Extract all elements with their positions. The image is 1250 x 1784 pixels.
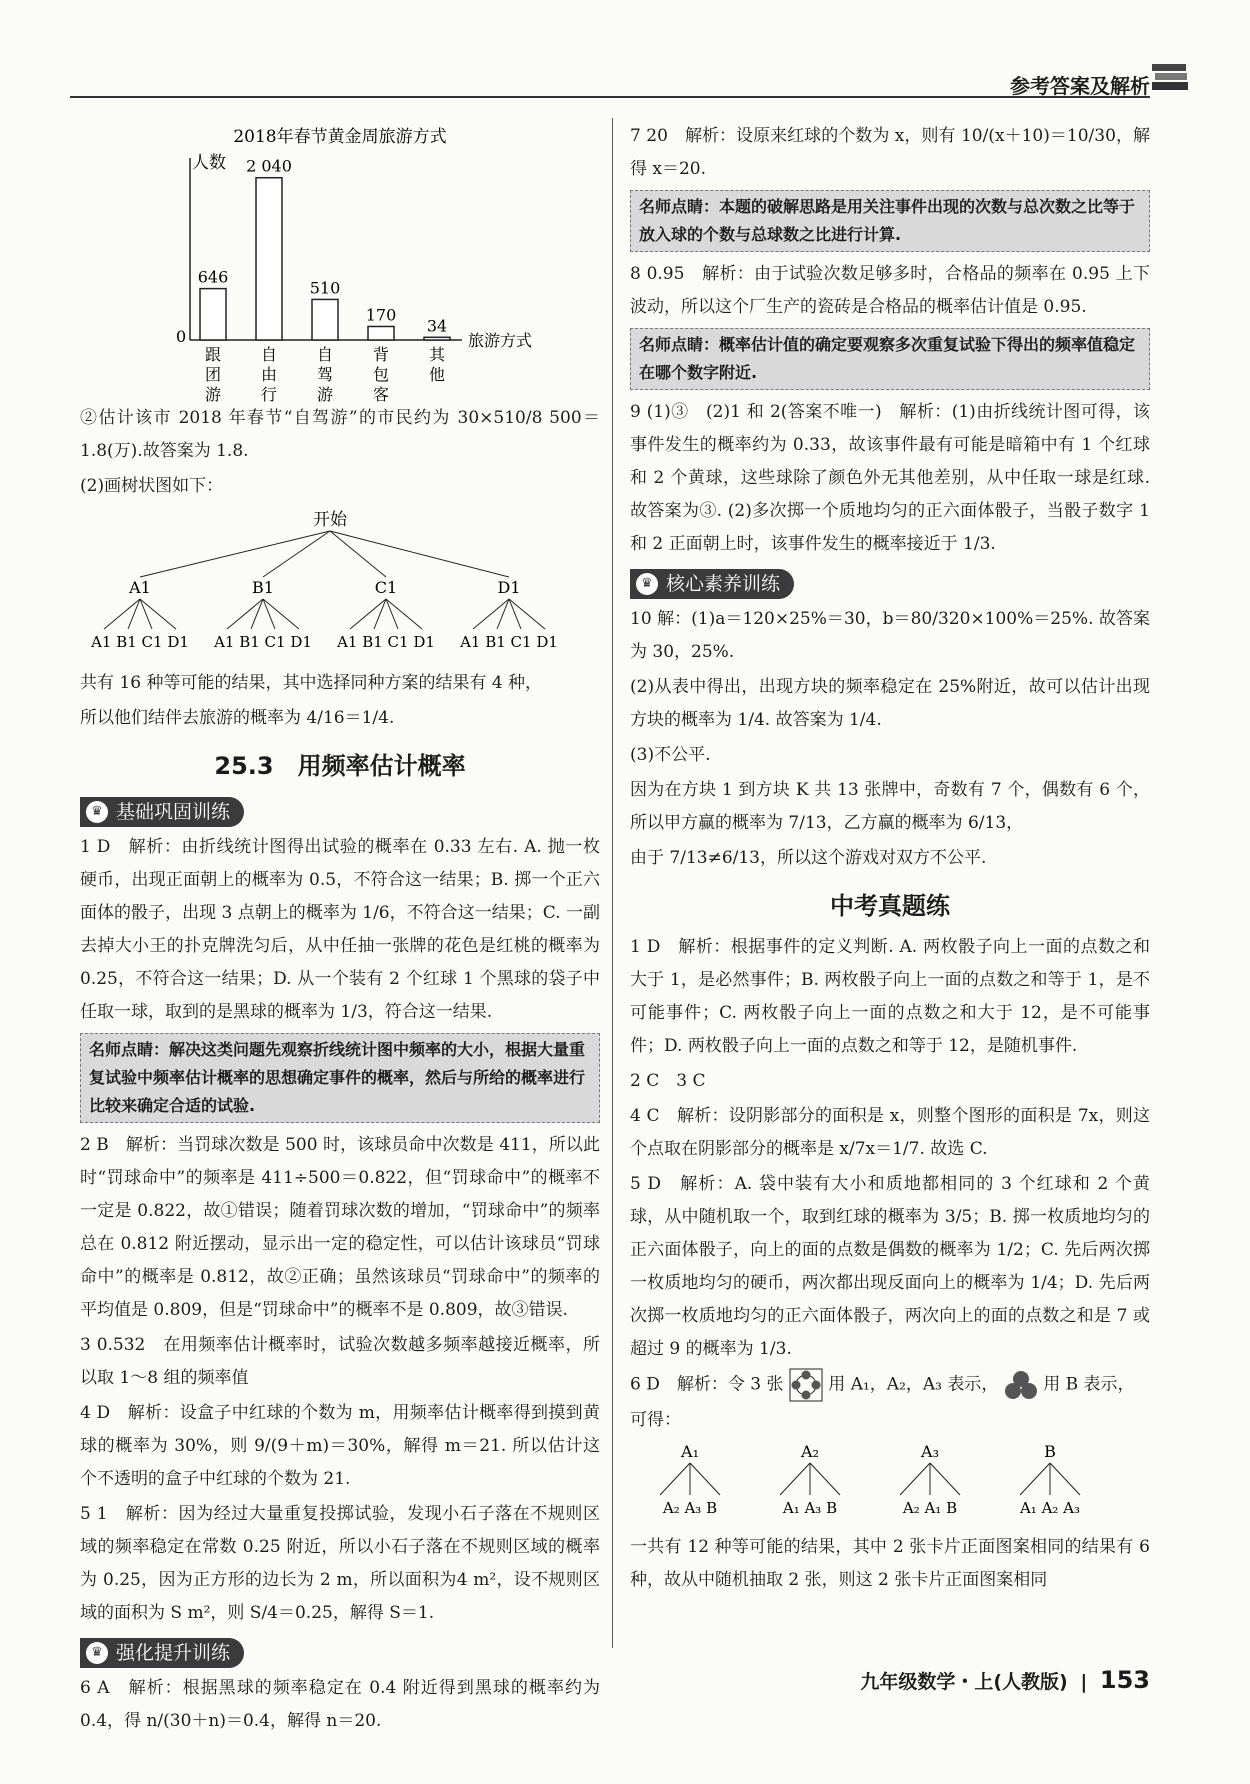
tree-branch bbox=[263, 531, 330, 577]
exam-answer-6-mid: 用 A₁，A₂，A₃ 表示， bbox=[828, 1374, 999, 1395]
tree-branch bbox=[780, 1463, 810, 1495]
exam-answer-1: 1 D 解析：根据事件的定义判断. A. 两枚骰子向上一面的点数之和大于 1，是必然事件；B. 两枚骰子向上一面的点数之和等于 1，是不可能事件；C. 两枚骰子向上一面的点数之和大于 12，是不可能事件；D. 两枚骰子向上一面的点数之和等于 12，是随机事件. bbox=[630, 937, 1150, 1056]
exam-answer-6-get: 可得： bbox=[630, 1410, 681, 1430]
answer-10-part4: 因为在方块 1 到方块 K 共 13 张牌中，奇数有 7 个，偶数有 6 个，所以甲方赢的概率为 7/13，乙方赢的概率为 6/13， bbox=[630, 780, 1150, 833]
exam-answer-6-tail: 用 B 表示， bbox=[1043, 1374, 1135, 1395]
tree-result-2: 所以他们结伴去旅游的概率为 4/16＝1/4. bbox=[80, 708, 395, 728]
left-column bbox=[80, 120, 600, 1740]
tree-branch bbox=[810, 1463, 840, 1495]
tree-leaves: A₁ A₂ A₃ bbox=[1019, 1499, 1081, 1517]
tree-branch bbox=[350, 599, 386, 629]
tree-node: B bbox=[1044, 1442, 1056, 1461]
x-tick-label: 自 bbox=[316, 345, 334, 364]
badge-label: 基础巩固训练 bbox=[116, 800, 231, 823]
tree-branch bbox=[1020, 1463, 1050, 1495]
answer-3: 3 0.532 在用频率估计概率时，试验次数越多频率越接近概率，所以取 1～8 组的频率值 bbox=[80, 1335, 600, 1388]
card-pattern-a-icon bbox=[789, 1368, 823, 1402]
footer-text: 九年级数学・上(人教版) bbox=[860, 1671, 1068, 1693]
tree-leaves: A1 B1 C1 D1 bbox=[91, 633, 189, 651]
badge-label: 强化提升训练 bbox=[116, 1641, 231, 1664]
right-column bbox=[630, 120, 1150, 1599]
teacher-tip: 名师点睛：概率估计值的确定要观察多次重复试验下得出的频率值稳定在哪个数字附近. bbox=[630, 328, 1150, 390]
card-pattern-b-icon bbox=[1004, 1370, 1038, 1400]
tree-node: D1 bbox=[497, 578, 521, 597]
tree-leaves: A1 B1 C1 D1 bbox=[337, 633, 435, 651]
tree-branch bbox=[930, 1463, 960, 1495]
bar-chart bbox=[80, 120, 580, 404]
header-rule bbox=[70, 96, 1150, 98]
badge-label: 核心素养训练 bbox=[666, 572, 781, 595]
tree-branch bbox=[140, 531, 330, 577]
bar-自驾游 bbox=[312, 299, 338, 340]
teacher-tip: 名师点睛：本题的破解思路是用关注事件出现的次数与总次数之比等于放入球的个数与总球数之比进行计算. bbox=[630, 190, 1150, 252]
tree-branch bbox=[660, 1463, 690, 1495]
tree-leaves: A1 B1 C1 D1 bbox=[214, 633, 312, 651]
tree-node: A₂ bbox=[801, 1442, 819, 1461]
chart-ylabel: 人数 bbox=[192, 153, 226, 173]
exam-answer-6-lead: 6 D 解析：令 3 张 bbox=[630, 1374, 784, 1395]
books-icon bbox=[1150, 60, 1190, 94]
exam-answer-5: 5 D 解析：A. 袋中装有大小和质地都相同的 3 个红球和 2 个黄球，从中随机取一个，取到红球的概率为 3/5；B. 掷一枚质地均匀的正六面体骰子，向上的面的点数是偶数的概率为 1/2；C. 先后两次掷一枚质地均匀的硬币，两次都出现反面向上的概率为 1/4；D. 先后两次掷一枚质地均匀的正六面体骰子，两次向上的面的点数之和是 7 或超过 9 的概率为 1/3. bbox=[630, 1174, 1150, 1359]
bar-跟团游 bbox=[200, 289, 226, 340]
tree-intro: (2)画树状图如下： bbox=[80, 476, 224, 496]
x-tick-label: 由 bbox=[260, 365, 278, 384]
header-title: 参考答案及解析 bbox=[1010, 74, 1150, 98]
tree-node: A1 bbox=[129, 578, 151, 597]
answer-4: 4 D 解析：设盒子中红球的个数为 m，用频率估计概率得到摸到黄球的概率为 30%，则 9/(9＋m)＝30%，解得 m＝21. 所以估计这个不透明的盒子中红球的个数为 21. bbox=[80, 1403, 600, 1489]
x-tick-label: 跟 bbox=[204, 345, 222, 364]
x-tick-label: 驾 bbox=[316, 365, 334, 384]
crown-icon: ♛ bbox=[86, 1642, 108, 1664]
bar-value-label: 646 bbox=[197, 267, 229, 287]
card-tree-diagram bbox=[630, 1439, 1130, 1519]
x-tick-label: 背 bbox=[372, 345, 390, 364]
tree-node: A₁ bbox=[681, 1442, 699, 1461]
answer-9: 9 (1)③ (2)1 和 2(答案不唯一) 解析：(1)由折线统计图可得，该事件发生的概率约为 0.33，故该事件最有可能是暗箱中有 1 个红球和 2 个黄球，这些球除了颜色外无其他差别，从中任取一球是红球. 故答案为③. (2)多次掷一个质地均匀的正六面体骰子，当骰子数字 1 和 2 正面朝上时，该事件发生的概率接近于 1/3. bbox=[630, 402, 1150, 554]
chart-xlabel: 旅游方式 bbox=[468, 331, 533, 350]
crown-icon: ♛ bbox=[636, 573, 658, 595]
tree-node: B1 bbox=[252, 578, 274, 597]
tree-branch bbox=[509, 599, 545, 629]
page-footer: 九年级数学・上(人教版) | 153 bbox=[860, 1666, 1150, 1694]
teacher-tip: 名师点睛：解决这类问题先观察折线统计图中频率的大小，根据大量重复试验中频率估计概率的思想确定事件的概率，然后与所给的概率进行比较来确定合适的试验. bbox=[80, 1033, 600, 1123]
page-number: 153 bbox=[1099, 1666, 1150, 1694]
x-tick-label: 他 bbox=[428, 365, 446, 384]
chart-origin: 0 bbox=[176, 327, 187, 346]
tree-branch bbox=[690, 1463, 720, 1495]
after-chart-text: ②估计该市 2018 年春节“自驾游”的市民约为 30×510/8 500＝1.8(万).故答案为 1.8. bbox=[80, 408, 600, 461]
badge-core-training bbox=[630, 569, 794, 599]
bar-value-label: 2 040 bbox=[246, 156, 292, 176]
bar-value-label: 34 bbox=[426, 316, 448, 336]
tree-branch bbox=[900, 1463, 930, 1495]
column-divider bbox=[612, 118, 613, 1648]
x-tick-label: 自 bbox=[260, 345, 278, 364]
tree-branch bbox=[104, 599, 140, 629]
tree-leaves: A₁ A₃ B bbox=[782, 1499, 838, 1517]
tree-branch bbox=[140, 599, 176, 629]
tree-branch bbox=[386, 599, 422, 629]
section-title-25-3: 25.3 用频率估计概率 bbox=[214, 752, 466, 780]
tree-branch bbox=[227, 599, 263, 629]
x-tick-label: 其 bbox=[428, 345, 446, 364]
answer-5: 5 1 解析：因为经过大量重复投掷试验，发现小石子落在不规则区域的频率稳定在常数 0.25 附近，所以小石子落在不规则区域的概率为 0.25，因为正方形的边长为 2 m，所以面积为4 m²，设不规则区域的面积为 S m²，则 S/4＝0.25，解得 S＝1. bbox=[80, 1504, 600, 1623]
tree-diagram bbox=[80, 505, 580, 655]
tree-node: C1 bbox=[374, 578, 398, 597]
badge-basic-training bbox=[80, 797, 244, 827]
x-tick-label: 游 bbox=[204, 385, 222, 404]
answer-6: 6 A 解析：根据黑球的频率稳定在 0.4 附近得到黑球的概率约为 0.4，得 n/(30＋n)＝0.4，解得 n＝20. bbox=[80, 1678, 600, 1731]
exam-answer-4: 4 C 解析：设阴影部分的面积是 x，则整个图形的面积是 7x，则这个点取在阴影部分的概率是 x/7x＝1/7. 故选 C. bbox=[630, 1106, 1150, 1159]
x-tick-label: 包 bbox=[372, 365, 390, 384]
section-title-exam: 中考真题练 bbox=[830, 892, 950, 920]
tree-result-1: 共有 16 种等可能的结果，其中选择同种方案的结果有 4 种， bbox=[80, 673, 543, 693]
bar-value-label: 170 bbox=[365, 305, 397, 325]
tree-leaves: A₂ A₁ B bbox=[902, 1499, 958, 1517]
answer-2: 2 B 解析：当罚球次数是 500 时，该球员命中次数是 411，所以此时“罚球命中”的频率是 411÷500＝0.822，但“罚球命中”的概率不一定是 0.822，故①错误；随着罚球次数的增加，“罚球命中”的频率总在 0.812 附近摆动，显示出一定的稳定性，可以估计该球员“罚球命中”的概率是 0.812，故②正确；虽然该球员“罚球命中”的频率的平均值是 0.809，但是“罚球命中”的概率不是 0.809，故③错误. bbox=[80, 1135, 600, 1320]
badge-advanced-training bbox=[80, 1638, 244, 1668]
tree-branch bbox=[1050, 1463, 1080, 1495]
answer-8: 8 0.95 解析：由于试验次数足够多时，合格品的频率在 0.95 上下波动，所以这个厂生产的瓷砖是合格品的概率估计值是 0.95. bbox=[630, 264, 1150, 317]
answer-10-part3: (3)不公平. bbox=[630, 745, 711, 765]
x-tick-label: 团 bbox=[204, 365, 222, 384]
tree-branch bbox=[330, 531, 509, 577]
tree-leaves: A1 B1 C1 D1 bbox=[460, 633, 558, 651]
x-tick-label: 行 bbox=[260, 385, 278, 404]
bar-value-label: 510 bbox=[309, 278, 341, 298]
tree-leaves: A₂ A₃ B bbox=[662, 1499, 718, 1517]
answer-10-part5: 由于 7/13≠6/13，所以这个游戏对双方不公平. bbox=[630, 848, 987, 868]
crown-icon: ♛ bbox=[86, 801, 108, 823]
exam-answer-6-conclusion: 一共有 12 种等可能的结果，其中 2 张卡片正面图案相同的结果有 6 种，故从中随机抽取 2 张，则这 2 张卡片正面图案相同 bbox=[630, 1537, 1150, 1590]
answer-1: 1 D 解析：由折线统计图得出试验的概率在 0.33 左右. A. 抛一枚硬币，出现正面朝上的概率为 0.5，不符合这一结果；B. 掷一个正六面体的骰子，出现 3 点朝上的概率为 1/6，不符合这一结果；C. 一副去掉大小王的扑克牌洗匀后，从中任抽一张牌的花色是红桃的概率为 0.25，不符合这一结果；D. 从一个装有 2 个红球 1 个黑球的袋子中任取一球，取到的是黑球的概率为 1/3，符合这一结果. bbox=[80, 837, 600, 1022]
answer-7: 7 20 解析：设原来红球的个数为 x，则有 10/(x＋10)＝10/30，解得 x＝20. bbox=[630, 126, 1150, 179]
answer-10-part2: (2)从表中得出，出现方块的频率稳定在 25%附近，故可以估计出现方块的概率为 1/4. 故答案为 1/4. bbox=[630, 677, 1150, 730]
tree-branch bbox=[473, 599, 509, 629]
exam-answer-2-3: 2 C 3 C bbox=[630, 1071, 706, 1091]
tree-node: A₃ bbox=[921, 1442, 939, 1461]
exam-answer-6 bbox=[630, 1368, 1150, 1402]
x-tick-label: 客 bbox=[372, 385, 390, 404]
bar-自由行 bbox=[256, 178, 282, 340]
bar-背包客 bbox=[368, 326, 394, 340]
bar-其他 bbox=[424, 337, 450, 340]
answer-10-part1: 10 解：(1)a＝120×25%＝30，b＝80/320×100%＝25%. 故答案为 30，25%. bbox=[630, 609, 1150, 662]
x-tick-label: 游 bbox=[316, 385, 334, 404]
chart-title: 2018年春节黄金周旅游方式 bbox=[233, 127, 447, 147]
tree-branch bbox=[263, 599, 299, 629]
tree-root: 开始 bbox=[313, 510, 347, 530]
